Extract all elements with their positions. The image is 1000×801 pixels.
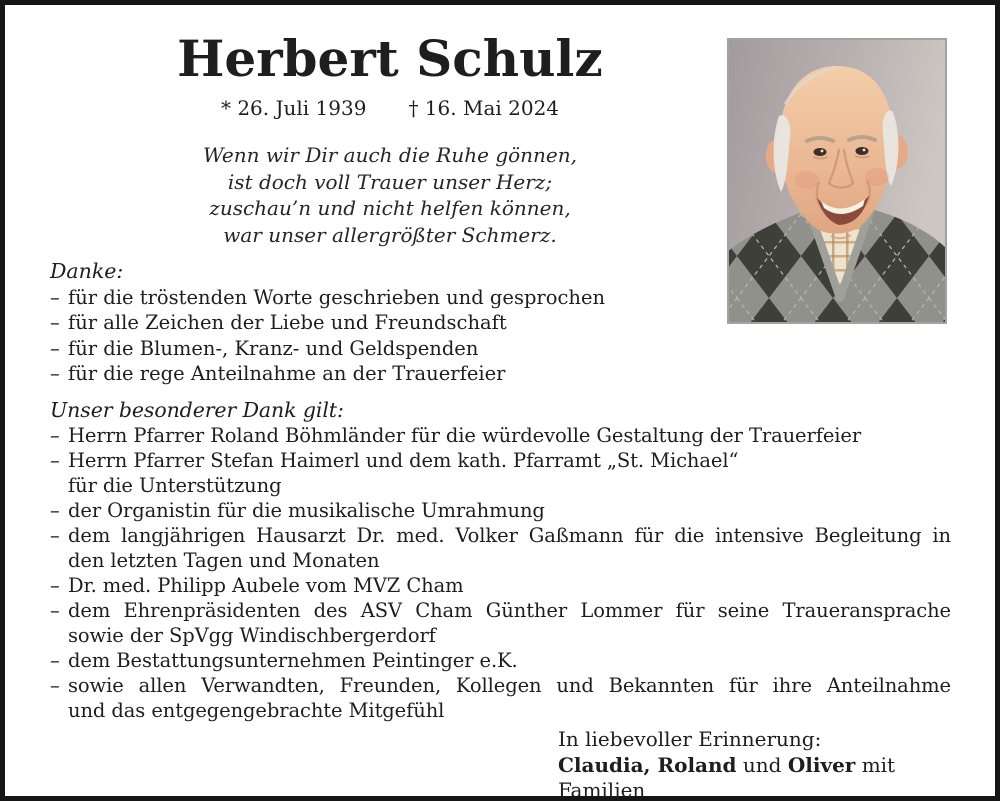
verse-line: war unser allergrößter Schmerz.: [223, 222, 557, 247]
closing-names: [558, 753, 951, 801]
thanks-heading: Danke:: [50, 259, 124, 283]
closing-connector: und: [742, 752, 782, 777]
dash-bullet: –: [50, 574, 60, 597]
list-item: [50, 423, 951, 448]
closing-names-bold: Oliver: [787, 752, 856, 777]
header: [50, 29, 730, 248]
special-thanks-heading: Unser besonderer Dank gilt:: [50, 397, 344, 422]
list-item-text: sowie der SpVgg Windischbergerdorf: [68, 624, 436, 647]
list-item-text: für alle Zeichen der Liebe und Freundschaft: [68, 311, 507, 334]
list-item: [50, 598, 951, 648]
list-item-text: den letzten Tagen und Monaten: [68, 549, 380, 572]
dash-bullet: –: [50, 336, 60, 360]
dash-bullet: –: [50, 524, 60, 547]
dash-bullet: –: [50, 362, 60, 385]
list-item-text: dem Ehrenpräsidenten des ASV Cham Günther Lommer für seine Traueransprache: [68, 599, 951, 622]
list-item: [50, 361, 951, 387]
list-item: [50, 523, 951, 573]
portrait-photo-illustration: [729, 40, 945, 322]
verse-line: ist doch voll Trauer unser Herz;: [227, 169, 553, 194]
list-item-text: der Organistin für die musikalische Umrahmung: [68, 499, 545, 522]
closing-block: [558, 727, 951, 801]
list-item: [50, 336, 951, 362]
list-item-text: für die tröstenden Worte geschrieben und gesprochen: [68, 285, 606, 309]
closing-suffix: mit Familien: [558, 752, 896, 801]
dash-bullet: –: [50, 599, 60, 622]
list-item-text: Herrn Pfarrer Stefan Haimerl und dem kath. Pfarramt „St. Michael“: [68, 449, 739, 472]
list-item: [50, 673, 951, 723]
list-item-text: sowie allen Verwandten, Freunden, Kollegen und Bekannten für ihre Anteilnahme: [68, 674, 951, 697]
closing-intro: In liebevoller Erinnerung:: [558, 727, 822, 751]
list-item-text: und das entgegengebrachte Mitgefühl: [68, 699, 445, 722]
birth-date: * 26. Juli 1939: [220, 96, 367, 120]
verse-line: zuschau’n und nicht helfen können,: [209, 196, 571, 220]
eye-left: [814, 148, 827, 156]
list-item: [50, 310, 951, 336]
closing-names-bold: Claudia, Roland: [558, 752, 737, 777]
list-item: [50, 498, 951, 523]
list-item-text: Dr. med. Philipp Aubele vom MVZ Cham: [68, 574, 464, 597]
death-date: † 16. Mai 2024: [408, 96, 560, 120]
dash-bullet: –: [50, 649, 60, 672]
list-item: [50, 648, 951, 673]
dash-bullet: –: [50, 285, 60, 309]
eye-right: [856, 147, 869, 155]
dash-bullet: –: [50, 311, 60, 334]
memorial-verse: [50, 142, 730, 248]
dash-bullet: –: [50, 449, 60, 472]
special-thanks-section: [50, 398, 951, 724]
dash-bullet: –: [50, 499, 60, 522]
list-item: [50, 285, 951, 311]
list-item: [50, 573, 951, 598]
portrait-photo: [727, 38, 947, 324]
list-item-text: Herrn Pfarrer Roland Böhmländer für die würdevolle Gestaltung der Trauerfeier: [68, 424, 862, 447]
list-item: [50, 448, 951, 498]
list-item-text: für die Unterstützung: [68, 474, 282, 497]
deceased-name: Herbert Schulz: [177, 29, 603, 88]
list-item-text: dem langjährigen Hausarzt Dr. med. Volker Gaßmann für die intensive Begleitung in: [68, 524, 951, 547]
life-dates: [50, 95, 730, 121]
list-item-text: für die rege Anteilnahme an der Trauerfeier: [68, 362, 506, 385]
list-item-text: dem Bestattungsunternehmen Peintinger e.K.: [68, 649, 518, 672]
dash-bullet: –: [50, 424, 60, 447]
verse-line: Wenn wir Dir auch die Ruhe gönnen,: [203, 143, 577, 167]
list-item-text: für die Blumen-, Kranz- und Geldspenden: [68, 336, 479, 360]
dash-bullet: –: [50, 674, 60, 697]
